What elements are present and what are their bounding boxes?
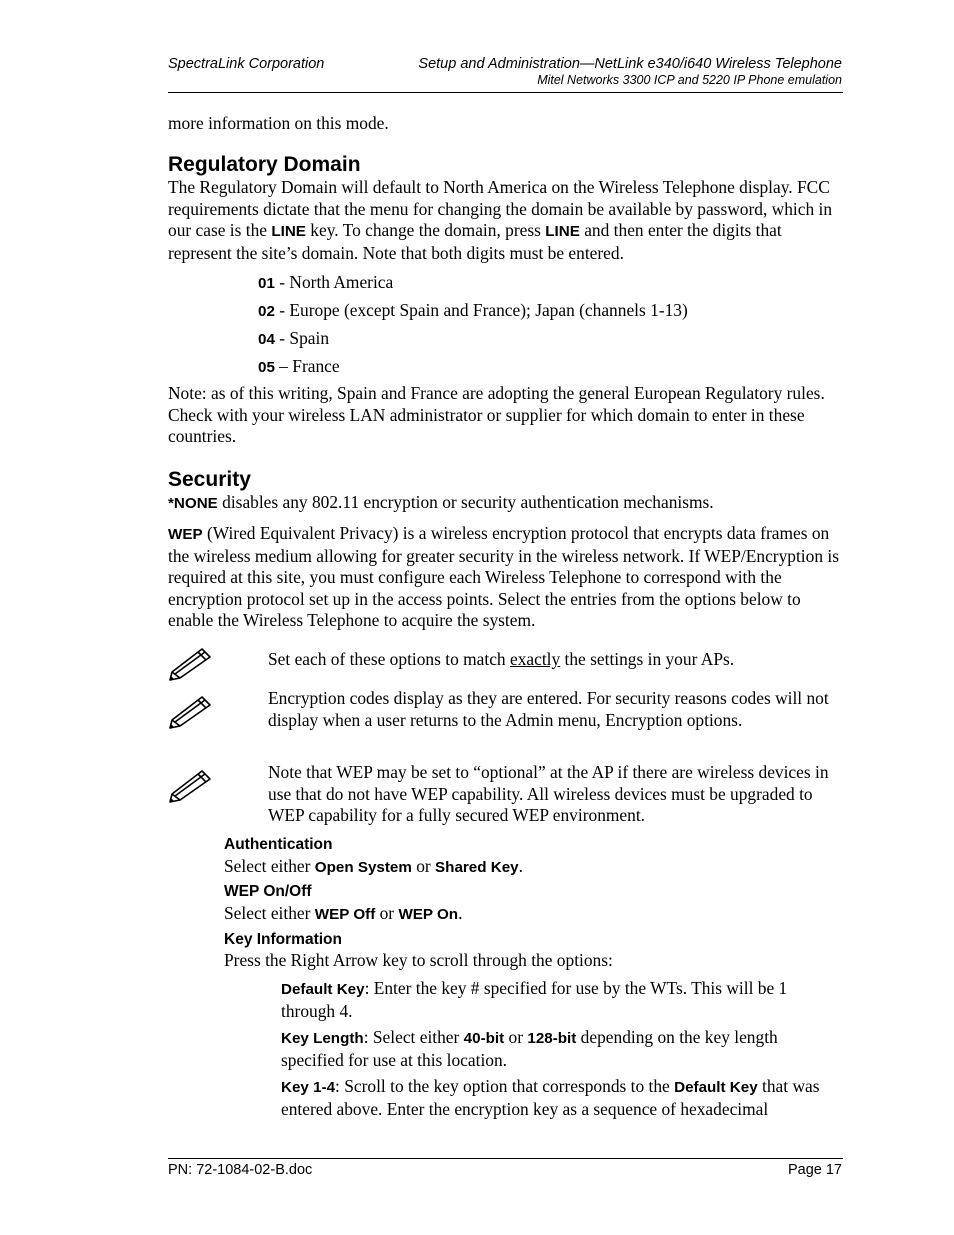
key-length-term: Key Length — [281, 1030, 364, 1047]
key-length-text-a: : Select either — [363, 1027, 464, 1047]
key-information-heading: Key Information — [224, 931, 342, 948]
domain-label: Spain — [289, 328, 330, 348]
domain-item — [258, 300, 688, 323]
pencil-icon — [168, 646, 214, 682]
domain-separator: – — [274, 356, 293, 376]
pencil-icon — [168, 694, 214, 730]
pencil-icon — [168, 768, 214, 804]
footer-part-number: PN: 72-1084-02-B.doc — [168, 1162, 313, 1178]
regulatory-heading: Regulatory Domain — [168, 153, 361, 176]
wep-term: WEP — [168, 526, 203, 543]
key-length-text-b: depending on the key length specified for use at this location. — [281, 1027, 778, 1070]
key-length-text-mid: or — [504, 1027, 528, 1047]
wep-text: (Wired Equivalent Privacy) is a wireless encryption protocol that encrypts data frames on the wireless medium allowing for greater security in the wireless network. If WEP/Encryption is required at this site, you must configure each Wireless Telephone to correspond with the encryption protocol set up in the access points. Select the entries from the options below to enable the Wireless Telephone to acquire the system. — [168, 523, 839, 630]
domain-label: Europe (except Spain and France); Japan (channels 1-13) — [289, 300, 688, 320]
key-1-4-item — [281, 1076, 843, 1120]
domain-code: 04 — [258, 331, 275, 348]
domain-item — [258, 356, 340, 379]
note1-emphasis: exactly — [509, 649, 561, 669]
none-term: *NONE — [168, 495, 218, 512]
shared-key-term: Shared Key — [435, 859, 519, 876]
domain-code: 02 — [258, 303, 275, 320]
note-match-settings — [268, 649, 843, 671]
line-key-term: LINE — [545, 223, 580, 240]
wep-off-term: WEP Off — [314, 906, 376, 923]
note-wep-optional: Note that WEP may be set to “optional” at the AP if there are wireless devices in use that do not have WEP capability. All wireless devices must be upgraded to WEP capability for a fully secured WEP environment. — [268, 762, 829, 825]
default-key-term: Default Key — [281, 981, 365, 998]
header-company: SpectraLink Corporation — [168, 56, 325, 72]
none-text: disables any 802.11 encryption or security authentication mechanisms. — [217, 492, 714, 512]
wep-onoff-heading: WEP On/Off — [224, 883, 312, 900]
default-key-ref: Default Key — [674, 1079, 758, 1096]
regulatory-text-b: key. To change the domain, press — [305, 220, 546, 240]
default-key-text: : Enter the key # specified for use by the WTs. This will be 1 through 4. — [281, 978, 788, 1021]
line-key-term: LINE — [271, 223, 306, 240]
domain-label: North America — [289, 272, 394, 292]
authentication-text — [224, 856, 523, 879]
note-encryption-codes: Encryption codes display as they are entered. For security reasons codes will not display when a user returns to the Admin menu, Encryption options. — [268, 688, 829, 730]
none-paragraph — [168, 492, 843, 515]
regulatory-note: Note: as of this writing, Spain and France are adopting the general European Regulatory rules. Check with your wireless LAN administrator or supplier for which domain to enter in these countries. — [168, 383, 825, 446]
40-bit-term: 40-bit — [463, 1030, 505, 1047]
128-bit-term: 128-bit — [527, 1030, 577, 1047]
note1-text-a: Set each of these options to match — [268, 649, 510, 669]
header-rule — [168, 92, 843, 93]
domain-separator: - — [274, 328, 290, 348]
domain-item — [258, 272, 393, 295]
domain-label: France — [292, 356, 340, 376]
domain-code: 01 — [258, 275, 275, 292]
key-length-item — [281, 1027, 843, 1071]
wep-paragraph — [168, 523, 843, 632]
authentication-heading: Authentication — [224, 836, 333, 853]
wep-onoff-text-post: . — [458, 903, 463, 923]
auth-text-post: . — [518, 856, 523, 876]
wep-onoff-text-mid: or — [375, 903, 399, 923]
key-1-4-text-b: that was entered above. Enter the encryption key as a sequence of hexadecimal — [281, 1076, 820, 1119]
footer-page-number: Page 17 — [787, 1162, 842, 1178]
regulatory-paragraph — [168, 177, 843, 264]
security-heading: Security — [168, 468, 251, 491]
wep-on-term: WEP On — [398, 906, 459, 923]
regulatory-text-a: The Regulatory Domain will default to North America on the Wireless Telephone display. FCC requirements dictate that the menu for changing the domain be available by password, which in our case is the — [168, 177, 833, 240]
domain-item — [258, 328, 329, 351]
footer-rule — [168, 1158, 843, 1159]
wep-onoff-text — [224, 903, 462, 926]
note1-text-b: the settings in your APs. — [560, 649, 735, 669]
domain-code: 05 — [258, 359, 275, 376]
key-1-4-text-a: : Scroll to the key option that corresponds to the — [335, 1076, 675, 1096]
domain-separator: - — [274, 272, 290, 292]
key-1-4-term: Key 1-4 — [281, 1079, 336, 1096]
default-key-item — [281, 978, 843, 1022]
wep-onoff-text-pre: Select either — [224, 903, 315, 923]
header-subtitle: Mitel Networks 3300 ICP and 5220 IP Phone emulation — [537, 73, 842, 87]
key-information-text: Press the Right Arrow key to scroll through the options: — [224, 950, 613, 970]
auth-text-mid: or — [411, 856, 436, 876]
header-title: Setup and Administration—NetLink e340/i640 Wireless Telephone — [418, 56, 842, 72]
intro-text: more information on this mode. — [168, 113, 389, 133]
domain-separator: - — [274, 300, 290, 320]
open-system-term: Open System — [314, 859, 412, 876]
regulatory-text-c: and then enter the digits that represent the site’s domain. Note that both digits must be entered. — [168, 220, 782, 263]
auth-text-pre: Select either — [224, 856, 315, 876]
